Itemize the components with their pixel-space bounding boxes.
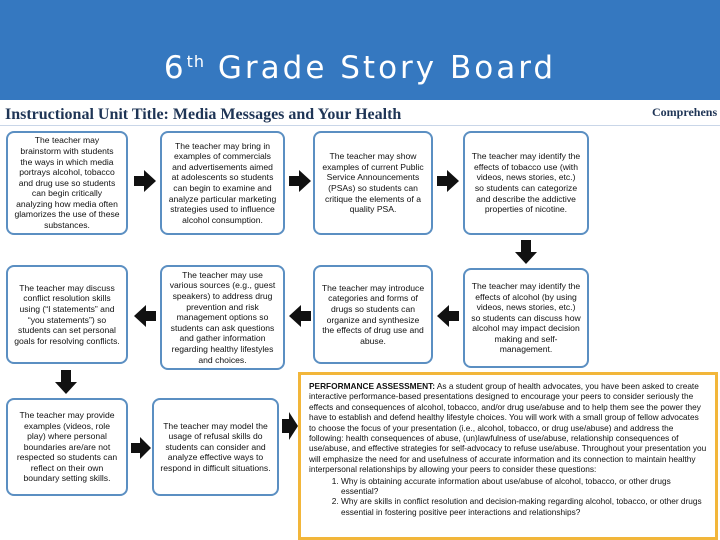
arrow-down-icon	[515, 240, 537, 264]
slide-title-number: 6	[163, 50, 187, 86]
storyboard-step-7: The teacher may use various sources (e.g., guest speakers) to address drug prevention and risk management options so students can ask questions and gather information regarding healthy lifestyles and choices.	[160, 265, 285, 370]
slide-title-ordinal: th	[186, 52, 206, 71]
assessment-questions-list	[309, 476, 707, 518]
arrow-left-icon	[134, 305, 156, 327]
assessment-question: 1. Why is obtaining accurate information about use/abuse of alcohol, tobacco, or other drugs essential?	[341, 476, 707, 497]
unit-title: Instructional Unit Title: Media Messages and Your Health	[5, 106, 402, 123]
arrow-right-icon	[437, 170, 459, 192]
storyboard-step-10: The teacher may model the usage of refusal skills do students can consider and analyze effective ways to respond in difficult situations.	[152, 398, 279, 496]
arrow-left-icon	[289, 305, 311, 327]
storyboard-step-3: The teacher may show examples of current Public Service Announcements (PSAs) so students can critique the elements of a quality PSA.	[313, 131, 433, 235]
storyboard-step-2: The teacher may bring in examples of commercials and advertisements aimed at adolescents so students can begin to examine and analyze particular marketing strategies used to influence alcohol consumption.	[160, 131, 285, 235]
performance-assessment-heading: PERFORMANCE ASSESSMENT:	[309, 381, 436, 391]
arrow-down-icon	[55, 370, 77, 394]
arrow-right-icon	[131, 437, 151, 459]
assessment-question: 2. Why are skills in conflict resolution and decision-making regarding alcohol, tobacco, or other drugs essential in fostering positive peer interactions and relationships?	[341, 496, 707, 517]
slide-title	[0, 50, 720, 86]
performance-assessment-box	[298, 372, 718, 540]
storyboard-step-6: The teacher may introduce categories and forms of drugs so students can organize and synthesize the effects of drug use and abuse.	[313, 265, 433, 364]
storyboard-step-5: The teacher may identify the effects of alcohol (by using videos, news stories, etc.) so students can discuss how alcohol may impact decision making and self-management.	[463, 268, 589, 368]
slide-header	[0, 0, 720, 100]
arrow-right-icon	[289, 170, 311, 192]
arrow-left-icon	[437, 305, 459, 327]
comprehension-label: Comprehens	[652, 105, 718, 119]
arrow-right-icon	[134, 170, 156, 192]
storyboard-step-8: The teacher may discuss conflict resolution skills using (“I statements” and “you statements”) so students can set personal goals for resolving conflicts.	[6, 265, 128, 364]
performance-assessment-text: As a student group of health advocates, you have been asked to create interactive performance-based presentations designed to encourage your peers to consider seriously the effects and consequences of alcohol, tobacco, and/or drug use/abuse and to help them see the power they have to establish and defend healthy lifestyle choices. You will work with a small group of fellow advocates to choose the focus of your presentation (i.e., alcohol, tobacco, or drug use/abuse) and address the following: health consequences of abuse, (un)lawfulness of use/abuse, relationship consequences of use/abuse, and effective strategies for self-advocacy to refuse use/abuse. Throughout your presentation you will emphasize the need for and usefulness of accurate information and its connection to maintain healthy interpersonal relationships by allowing your peers to consider these questions:	[309, 381, 707, 475]
title-divider	[0, 125, 720, 126]
storyboard-step-1: The teacher may brainstorm with students the ways in which media portrays alcohol, tobacco and drug use so students can begin critically analyzing how media often glamorizes the use of these substances.	[6, 131, 128, 235]
storyboard-step-9: The teacher may provide examples (videos, role play) where personal boundaries are/are not respected so students can reflect on their own boundary setting skills.	[6, 398, 128, 496]
slide-title-text: Grade Story Board	[205, 50, 557, 86]
arrow-right-icon	[282, 412, 298, 440]
storyboard-step-4: The teacher may identify the effects of tobacco use (with videos, news stories, etc.) so students can categorize and describe the addictive properties of nicotine.	[463, 131, 589, 235]
